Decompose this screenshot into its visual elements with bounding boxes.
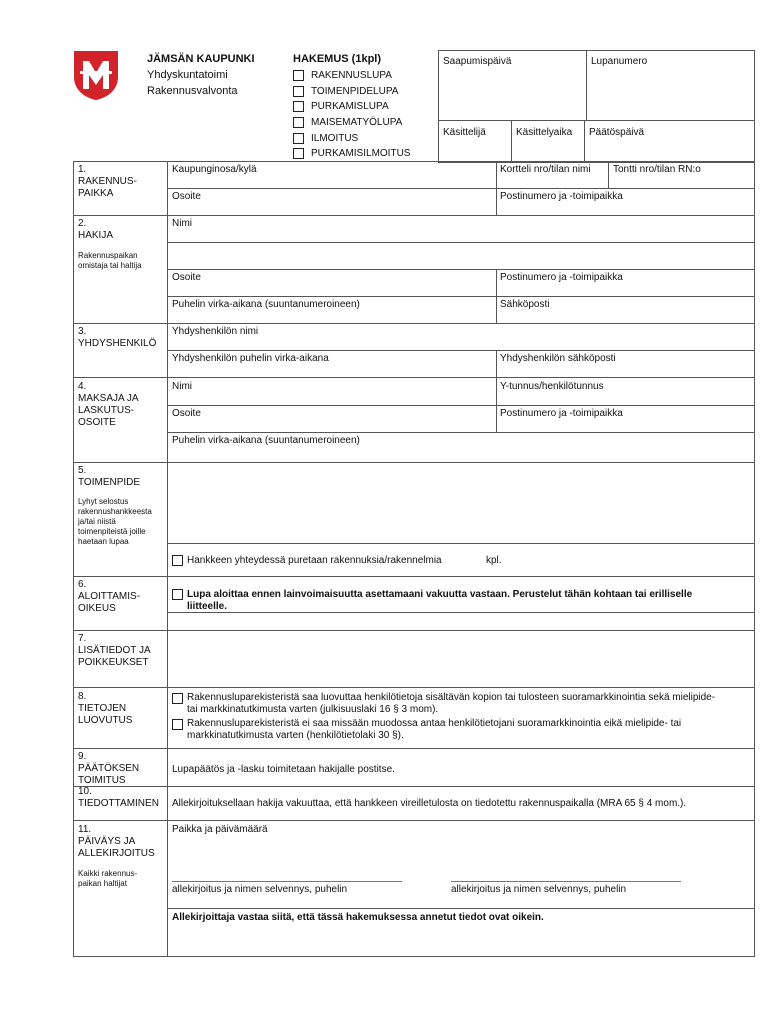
pieces-label: kpl. [486,555,502,566]
section-3-title: 3. YHDYSHENKILÖ [78,326,157,349]
org-name: JÄMSÄN KAUPUNKI [147,53,255,65]
section-10-title: 10. TIEDOTTAMINEN [78,786,159,809]
applicant-note: Rakennuspaikan omistaja tai haltija [78,251,142,270]
responsibility-text: Allekirjoittaja vastaa siitä, että tässä hakemuksessa annetut tiedot ovat oikein. [172,912,544,923]
plot-label: Tontti nro/tilan RN:o [613,164,701,175]
checkbox-ilmoitus[interactable] [293,133,304,144]
payer-phone-label: Puhelin virka-aikana (suuntanumeroineen) [172,435,360,446]
section-4-title: 4. MAKSAJA JA LASKUTUS- OSOITE [78,381,139,428]
operation-description-field[interactable] [168,463,753,543]
applicant-address-label: Osoite [172,272,201,283]
section-11-title: 11. PÄIVÄYS JA ALLEKIRJOITUS [78,824,155,859]
operation-note: Lyhyt selostus rakennushankkeesta ja/tai niistä toimenpiteistä joille haetaan lupaa [78,497,152,546]
section-8-title: 8. TIETOJEN LUOVUTUS [78,691,133,726]
form-title: HAKEMUS (1kpl) [293,53,382,65]
signature-line-2[interactable] [451,881,681,882]
checkbox-maisematyolupa[interactable] [293,117,304,128]
checkbox-toimenpidelupa[interactable] [293,86,304,97]
decision-date-label: Päätöspäivä [589,127,645,138]
place-date-label: Paikka ja päivämäärä [172,824,268,835]
signature-line-1[interactable] [172,881,402,882]
signatories-note: Kaikki rakennus- paikan haltijat [78,869,138,888]
dept-name: Yhdyskuntatoimi [147,69,228,81]
applicant-phone-label: Puhelin virka-aikana (suuntanumeroineen) [172,299,360,310]
checkbox-rakennuslupa[interactable] [293,70,304,81]
contact-phone-label: Yhdyshenkilön puhelin virka-aikana [172,353,329,364]
early-start-checkbox[interactable] [172,589,183,600]
payer-postal-label: Postinumero ja -toimipaikka [500,408,623,419]
unit-name: Rakennusvalvonta [147,85,238,97]
option-label: PURKAMISLUPA [311,101,389,112]
option-label: MAISEMATYÖLUPA [311,117,403,128]
contact-email-label: Yhdyshenkilön sähköposti [500,353,616,364]
option-label: PURKAMISILMOITUS [311,148,411,159]
demolish-checkbox[interactable] [172,555,183,566]
applicant-email-label: Sähköposti [500,299,550,310]
disclosure-denied-checkbox[interactable] [172,719,183,730]
demolish-label: Hankkeen yhteydessä puretaan rakennuksia/rakennelmia [187,555,442,566]
checkbox-purkamislupa[interactable] [293,101,304,112]
option-label: ILMOITUS [311,133,359,144]
site-address-label: Osoite [172,191,201,202]
handler-label: Käsittelijä [443,127,486,138]
payer-name-label: Nimi [172,381,192,392]
section-9-title: 9. PÄÄTÖKSEN TOIMITUS [78,751,140,786]
early-start-label: Lupa aloittaa ennen lainvoimaisuutta asettamaani vakuutta vastaan. Perustelut tähän kohtaan tai erilliselle liitteelle. [187,589,693,612]
section-6-title: 6. ALOITTAMIS- OIKEUS [78,579,141,614]
payer-id-label: Y-tunnus/henkilötunnus [500,381,604,392]
notification-text: Allekirjoituksellaan hakija vakuuttaa, että hankkeen vireilletulosta on tiedotettu rakennuspaikalla (MRA 65 § 4 mom.). [172,798,687,809]
applicant-postal-label: Postinumero ja -toimipaikka [500,272,623,283]
section-1-title: 1. RAKENNUS- PAIKKA [78,164,137,199]
section-7-title: 7. LISÄTIEDOT JA POIKKEUKSET [78,633,151,668]
disclosure-denied-label: Rakennusluparekisteristä ei saa missään muodossa antaa henkilötietojani suoramarkkinointia eikä mielipide- tai markkinatutkimusta varten (henkilötietolaki 30 §). [187,718,682,741]
arrival-date-label: Saapumispäivä [443,56,512,67]
handling-time-label: Käsittelyaika [516,127,573,138]
disclosure-allowed-label: Rakennusluparekisteristä saa luovuttaa henkilötietoja sisältävän kopion tai tulosteen suoramarkkinointia sekä mielipide- tai markkinatutkimusta varten (julkisuuslaki 16 § 3 mom). [187,692,716,715]
signature-1-label: allekirjoitus ja nimen selvennys, puhelin [172,884,348,895]
option-label: TOIMENPIDELUPA [311,86,399,97]
permit-number-label: Lupanumero [591,56,648,67]
option-label: RAKENNUSLUPA [311,70,392,81]
section-5-title: 5. TOIMENPIDE [78,465,141,488]
block-label: Kortteli nro/tilan nimi [500,164,591,175]
site-postal-label: Postinumero ja -toimipaikka [500,191,623,202]
signature-2-label: allekirjoitus ja nimen selvennys, puhelin [451,884,627,895]
applicant-name-label: Nimi [172,218,192,229]
contact-name-label: Yhdyshenkilön nimi [172,326,259,337]
coat-of-arms-icon [72,49,120,101]
checkbox-purkamisilmoitus[interactable] [293,148,304,159]
decision-delivery-text: Lupapäätös ja -lasku toimitetaan hakijalle postitse. [172,764,395,775]
payer-address-label: Osoite [172,408,201,419]
district-label: Kaupunginosa/kylä [172,164,257,175]
section-2-title: 2. HAKIJA [78,218,114,241]
additional-info-field[interactable] [168,631,753,687]
disclosure-allowed-checkbox[interactable] [172,693,183,704]
